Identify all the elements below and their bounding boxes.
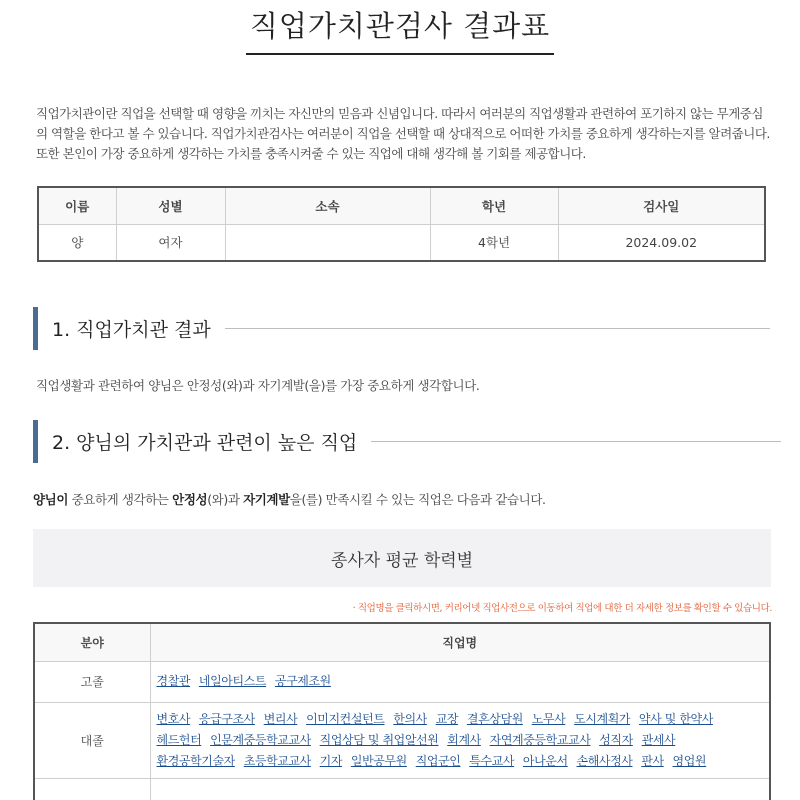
page-title [0, 4, 800, 55]
job-link[interactable]: 변리사 [263, 711, 298, 726]
jobs-row-highschool [34, 661, 770, 702]
job-link[interactable]: 손해사정사 [576, 753, 633, 768]
info-header-date: 검사일 [558, 187, 765, 224]
info-header-affiliation: 소속 [225, 187, 430, 224]
job-link[interactable]: 아나운서 [522, 753, 568, 768]
section2-divider [371, 441, 781, 442]
job-link[interactable]: 판사 [641, 753, 664, 768]
job-list [150, 661, 770, 702]
job-link[interactable]: 기자 [319, 753, 343, 768]
desc-value1: 안정성 [172, 492, 208, 507]
info-table-row [38, 224, 765, 261]
job-link[interactable]: 일반공무원 [350, 753, 407, 768]
section2-desc [33, 490, 546, 508]
job-list [150, 702, 770, 778]
click-notice: · 직업명을 클릭하시면, 커리어넷 직업사전으로 이동하여 직업에 대한 더 자세한 정보를 확인할 수 있습니다. [352, 603, 772, 614]
info-name: 양 [38, 224, 116, 261]
intro-text: 직업가치관이란 직업을 선택할 때 영향을 끼치는 자신만의 믿음과 신념입니다. 따라서 여러분의 직업생활과 관련하여 포기하지 않는 무게중심의 역할을 한다고 볼 수 있습니다. 직업가치관검사는 여러분이 직업을 선택할 때 상대적으로 어떠한 가치를 중요하게 생각하는지를 알려줍니다. 또한 본인이 가장 중요하게 생각하는 가치를 충족시켜줄 수 있는 직업에 대해 생각해 볼 기회를 제공합니다. [36, 106, 770, 161]
section1-title: 1. 직업가치관 결과 [52, 319, 211, 341]
info-header-gender: 성별 [116, 187, 225, 224]
job-link[interactable]: 공구제조원 [274, 674, 331, 688]
job-link[interactable]: 도시계획가 [574, 711, 631, 726]
jobs-category: 고졸 [34, 661, 150, 702]
job-link[interactable]: 결혼상담원 [466, 711, 523, 726]
info-header-name: 이름 [38, 187, 116, 224]
section1-text: 직업생활과 관련하여 양님은 안정성(와)과 자기계발(을)를 가장 중요하게 생각합니다. [36, 378, 480, 393]
section2-title: 2. 양님의 가치관과 관련이 높은 직업 [52, 432, 358, 454]
info-affiliation [225, 224, 430, 261]
job-link[interactable]: 환경공학기술자 [156, 753, 235, 768]
job-link[interactable]: 영업원 [672, 753, 707, 768]
job-link[interactable]: 노무사 [531, 711, 566, 726]
info-table-header [38, 187, 765, 224]
job-link[interactable]: 인문계중등학교교사 [210, 732, 311, 747]
job-link[interactable]: 회계사 [447, 732, 481, 747]
section1-accent-bar [33, 307, 38, 350]
jobs-category-empty [34, 778, 150, 800]
info-grade: 4학년 [430, 224, 558, 261]
job-list-empty [150, 778, 770, 800]
job-link[interactable]: 성직자 [599, 732, 633, 747]
desc-part1: 중요하게 생각하는 [68, 492, 173, 507]
desc-value2: 자기계발 [243, 492, 290, 507]
job-link[interactable]: 초등학교교사 [243, 753, 311, 768]
info-date: 2024.09.02 [558, 224, 765, 261]
jobs-header-field: 분야 [34, 623, 150, 661]
job-link[interactable]: 이미지컨설턴트 [306, 711, 385, 726]
job-link[interactable]: 교장 [435, 711, 459, 726]
info-table [37, 186, 766, 262]
job-link[interactable]: 직업상담 및 취업알선원 [319, 732, 439, 747]
job-link[interactable]: 한의사 [393, 711, 427, 726]
section2-heading [33, 420, 781, 463]
section1-divider [225, 328, 770, 329]
job-link[interactable]: 네일아티스트 [198, 674, 267, 688]
job-link[interactable]: 변호사 [156, 711, 191, 726]
job-link[interactable]: 헤드헌터 [156, 732, 202, 747]
education-box [33, 529, 771, 587]
jobs-table [33, 622, 771, 800]
job-link[interactable]: 자연계중등학교교사 [489, 732, 591, 747]
job-link[interactable]: 응급구조사 [198, 711, 255, 726]
jobs-row-next [34, 778, 770, 800]
education-box-title: 종사자 평균 학력별 [330, 550, 474, 571]
job-link[interactable]: 약사 및 한약사 [638, 711, 713, 726]
jobs-row-college [34, 702, 770, 778]
job-link[interactable]: 경찰관 [156, 674, 191, 688]
desc-user-name: 양님이 [33, 492, 69, 507]
info-gender: 여자 [116, 224, 225, 261]
jobs-table-header [34, 623, 770, 661]
desc-part2: (와)과 [207, 492, 244, 507]
jobs-category: 대졸 [34, 702, 150, 778]
job-link[interactable]: 관세사 [641, 732, 676, 747]
desc-part3: 을(를) 만족시킬 수 있는 직업은 다음과 같습니다. [289, 492, 546, 507]
page-title-text: 직업가치관검사 결과표 [246, 4, 554, 55]
section1-heading [33, 307, 770, 350]
job-link[interactable]: 직업군인 [415, 753, 461, 768]
job-link[interactable]: 특수교사 [469, 753, 515, 768]
info-header-grade: 학년 [430, 187, 558, 224]
jobs-header-jobname: 직업명 [150, 623, 770, 661]
section2-accent-bar [33, 420, 38, 463]
